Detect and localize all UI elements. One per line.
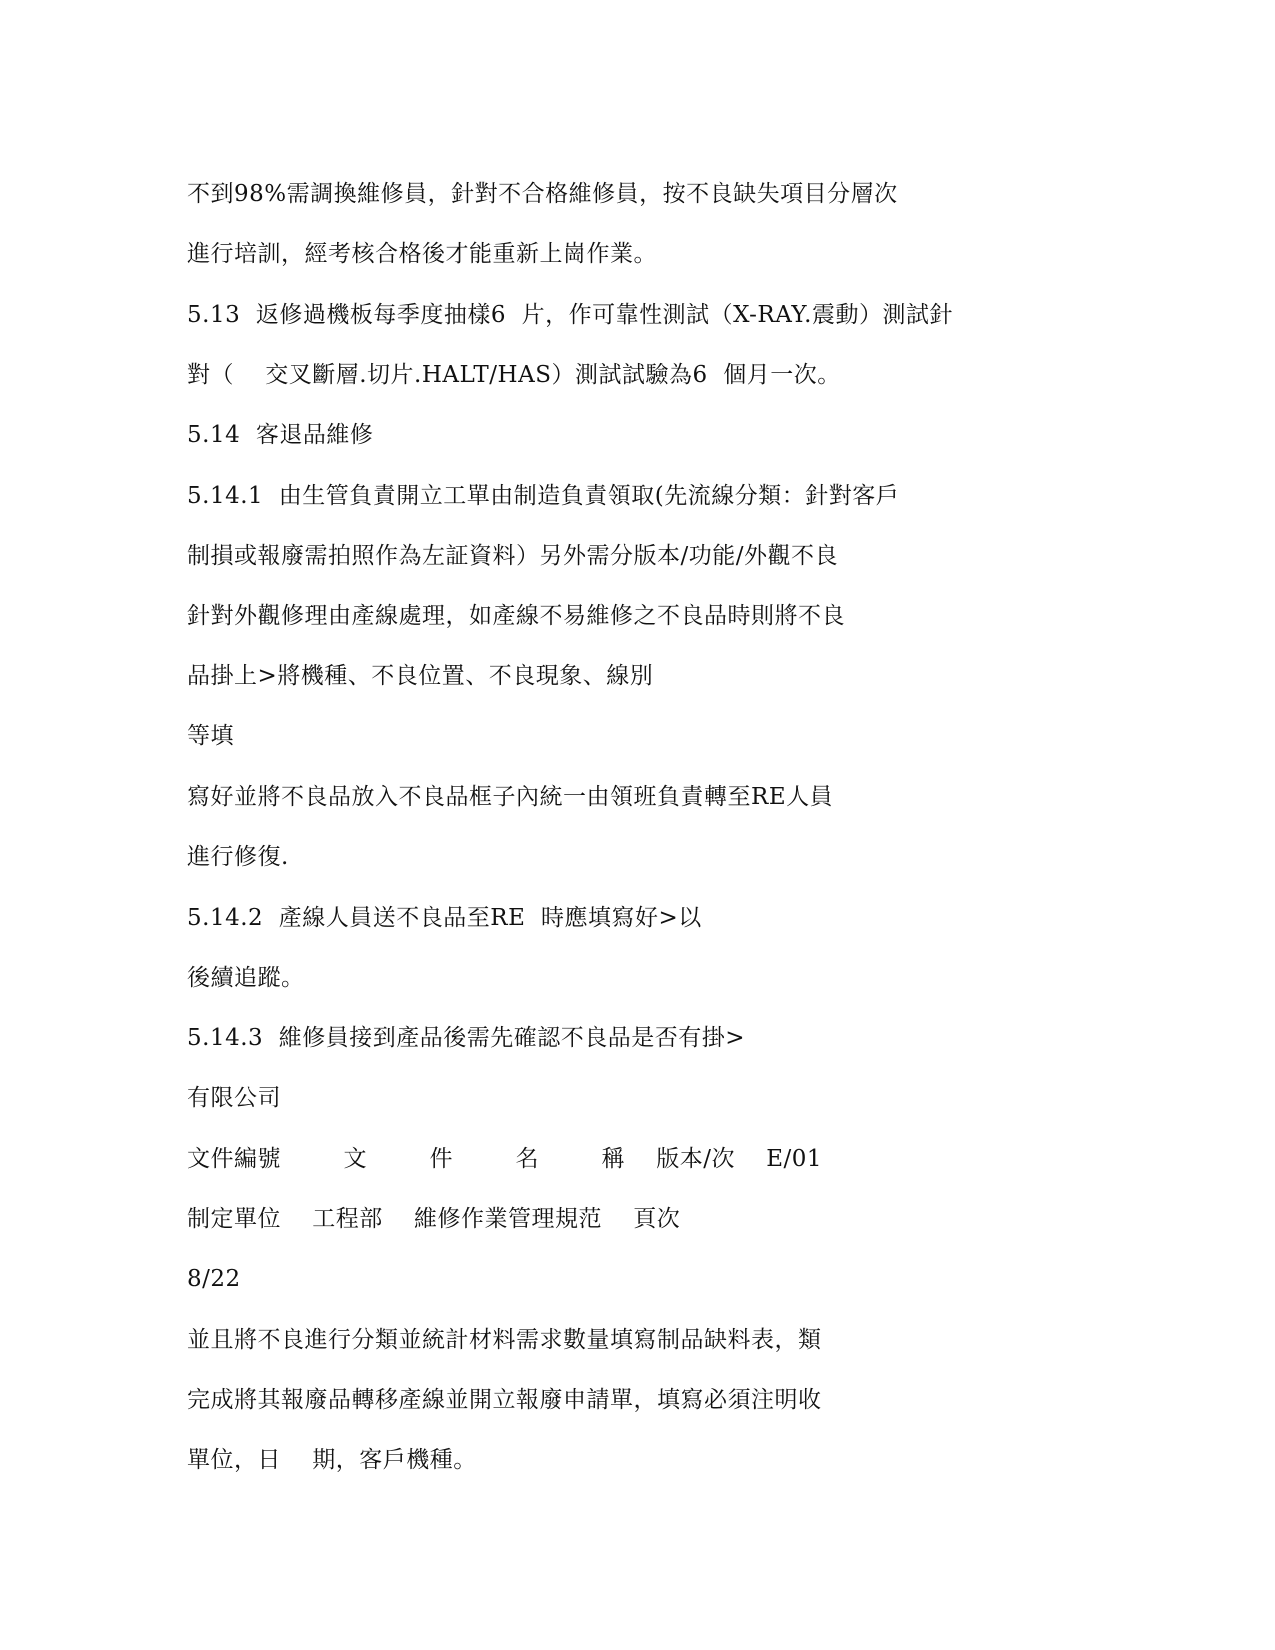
text-line: 制損或報廢需拍照作為左証資料）另外需分版本/功能/外觀不良 (187, 543, 838, 569)
text-line: 進行培訓，經考核合格後才能重新上崗作業。 (187, 241, 657, 267)
company-name: 有限公司 (187, 1085, 281, 1111)
text-line: 寫好並將不良品放入不良品框子內統一由領班負責轉至RE人員 (187, 784, 834, 810)
section-5-13: 5.13 返修過機板每季度抽樣6 片，作可靠性測試（X-RAY.震動）測試針 (187, 302, 953, 328)
text-line: 完成將其報廢品轉移產線並開立報廢申請單，填寫必須注明收 (187, 1387, 822, 1413)
section-5-14-3: 5.14.3 維修員接到產品後需先確認不良品是否有掛> (187, 1025, 746, 1051)
section-5-14-1: 5.14.1 由生管負責開立工單由制造負責領取(先流線分類：針對客戶 (187, 483, 900, 509)
text-line: 後續追蹤。 (187, 965, 305, 991)
header-unit-info: 制定單位 工程部 維修作業管理規范 頁次 (187, 1206, 681, 1232)
header-doc-info: 文件編號 文 件 名 稱 版本/次 E/01 (187, 1146, 822, 1172)
page-number: 8/22 (187, 1266, 241, 1292)
text-line: 並且將不良進行分類並統計材料需求數量填寫制品缺料表，類 (187, 1327, 822, 1353)
text-line: 對（ 交叉斷層.切片.HALT/HAS）測試試驗為6 個月一次。 (187, 362, 841, 388)
text-line: 單位，日 期，客戶機種。 (187, 1447, 477, 1473)
text-line: 進行修復. (187, 844, 289, 870)
section-5-14-heading: 5.14 客退品維修 (187, 422, 374, 448)
text-line: 針對外觀修理由產線處理，如產線不易維修之不良品時則將不良 (187, 603, 845, 629)
text-line: 不到98%需調換維修員，針對不合格維修員，按不良缺失項目分層次 (187, 181, 898, 207)
text-line: 等填 (187, 723, 234, 749)
section-5-14-2: 5.14.2 產線人員送不良品至RE 時應填寫好>以 (187, 905, 702, 931)
text-line: 品掛上>將機種、不良位置、不良現象、線別 (187, 663, 654, 689)
